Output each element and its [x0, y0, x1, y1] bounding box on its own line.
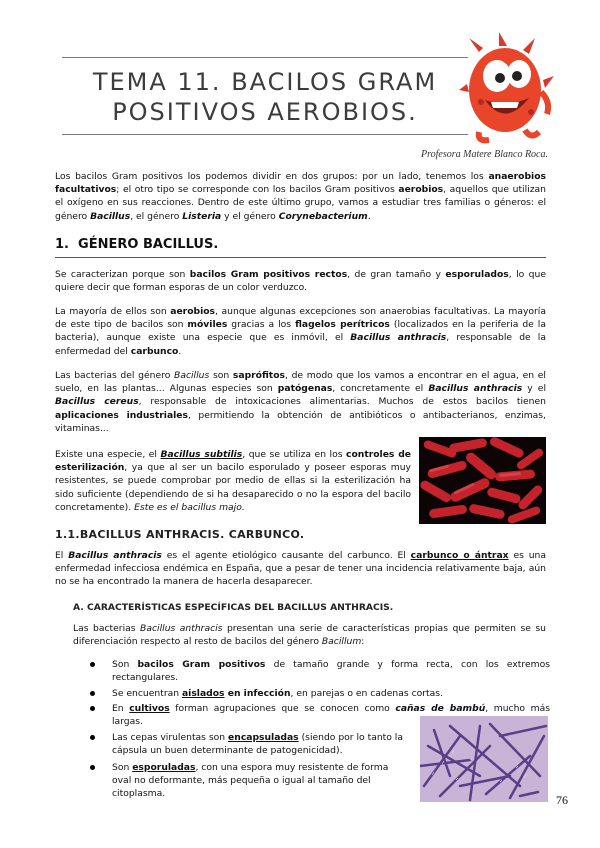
p2-text-3: gracias a los [227, 319, 296, 331]
b2-text-2: , en parejas o en cadenas cortas. [290, 688, 443, 699]
section-1-rule [55, 257, 546, 258]
intro-text-2: ; el otro tipo se corresponde con los bacilos Gram positivos [116, 184, 399, 196]
bacillus-subtilis-image [419, 437, 546, 524]
p2-text-6: . [178, 345, 182, 357]
b1-text-1: Son [112, 659, 138, 670]
genus-corynebacterium: Corynebacterium [278, 210, 368, 222]
bullet-icon [90, 735, 95, 740]
section-1-paragraph-2 [55, 305, 546, 358]
p3-text-3: , de modo que los vamos a encontrar en el agua, en el suelo, en las plantas... Algunas especies son [55, 370, 546, 395]
section-1-paragraph-1 [55, 268, 546, 294]
p3-text-1: Las bacterias del género [55, 370, 175, 381]
section-1-heading [55, 237, 218, 252]
p4-text-3: , ya que al ser un bacilo esporulado y poseer esporas muy resistentes, se puede comprobar por medio de ellas si la esterilización ha sido suficiente (dependiendo de si ha desaparecido o no la espora del bacilo concretamente). [55, 462, 411, 513]
subsection-a-heading: A. CARACTERÍSTICAS ESPECÍFICAS DEL BACILLUS ANTHRACIS. [73, 602, 394, 613]
section-1-paragraph-4 [55, 448, 411, 514]
p1-bold-2: esporulados [445, 269, 509, 280]
p4-text-2: , que se utiliza en los [242, 449, 347, 460]
bullet-icon [90, 765, 95, 770]
intro-text-4: , el género [130, 210, 183, 222]
bullet-icon [90, 662, 95, 667]
b3-canas: cañas de bambú [395, 703, 486, 714]
p3-saprofitos: saprófitos [232, 370, 285, 381]
p2-flagelos: flagelos perítricos [295, 319, 390, 331]
s11-anthracis: Bacillus anthracis [68, 550, 162, 561]
bullet-icon [90, 691, 95, 696]
section-1-title: GÉNERO BACILLUS. [78, 237, 219, 252]
section-1-number: 1. [55, 237, 69, 252]
intro-anaerobios: anaerobios facultativos [55, 171, 546, 196]
subsection-a-intro [73, 622, 546, 648]
b1-text-2: de tamaño grande y forma recta, con los extremos rectangulares. [112, 659, 550, 684]
page-number: 76 [556, 793, 568, 807]
p2-text-1: La mayoría de ellos son [55, 306, 171, 317]
title-bottom-rule [62, 134, 468, 135]
list-item [112, 761, 404, 801]
genus-listeria: Listeria [182, 210, 222, 222]
b3-cultivos: cultivos [129, 703, 170, 714]
p4-subtilis: Bacillus subtilis [160, 449, 243, 460]
section-1-1-heading: 1.1.BACILLUS ANTHRACIS. CARBUNCO. [55, 528, 305, 541]
section-1-paragraph-3 [55, 369, 546, 435]
b1-bold: bacilos Gram positivos [137, 659, 266, 670]
p2-text-5: , responsable de la enfermedad del [55, 332, 546, 357]
genus-bacillus: Bacillus [90, 210, 131, 222]
p1-text: Se caracterizan porque son [55, 269, 190, 280]
p3-bacillus: Bacillus [174, 370, 210, 381]
intro-text-6: . [367, 210, 371, 222]
p2-text-4: (localizados en la periferia de la bacteria), aunque existe una especie que es inmóvil, el [55, 319, 546, 344]
intro-text-3: , aquellos que utilizan el oxígeno en sus reacciones. Dentro de este último grupo, vamos a estudiar tres familias o géneros: el género [55, 184, 546, 222]
p2-moviles: móviles [187, 319, 228, 331]
p1-text-3: , lo que quiere decir que forman esporas de un color verduzco. [55, 269, 546, 294]
p1-bold-1: bacilos Gram positivos rectos [189, 269, 348, 280]
p3-aplicaciones: aplicaciones industriales [55, 409, 188, 421]
intro-paragraph [55, 170, 546, 223]
b4-text-2: (siendo por lo tanto la cápsula un buen determinante de patogenicidad). [112, 732, 403, 757]
intro-aerobios: aerobios [398, 184, 444, 196]
s11-text-2: es el agente etiológico causante del carbunco. El [161, 550, 411, 561]
sa-bacillum: Bacillum [321, 636, 362, 648]
section-1-1-paragraph [55, 549, 546, 589]
p3-patogenas: patógenas [277, 383, 333, 395]
b3-text-2: forman agrupaciones que se conocen como [169, 703, 396, 714]
b5-esporuladas: esporuladas [132, 762, 196, 773]
list-item [112, 731, 404, 757]
p4-controles: controles de esterilización [55, 449, 411, 474]
p3-cereus: Bacillus cereus [55, 396, 139, 408]
sa-text-3: : [361, 636, 365, 648]
s11-text-3: es una enfermedad infecciosa endémica en España, que a pesar de tener una incidencia relativamente baja, aún no se ha encontrado la manera de hacerla desaparecer. [55, 550, 546, 588]
p3-text-7: , permitiendo la obtención de antibióticos o antibacterianos, enzimas, vitaminas... [55, 409, 546, 434]
b5-text-2: , con una espora muy resistente de forma oval no deformante, más pequeña o igual al tamaño del citoplasma. [112, 762, 389, 800]
b4-encapsuladas: encapsuladas [228, 732, 299, 743]
p3-text-2: son [209, 370, 233, 381]
b5-text-1: Son [112, 762, 133, 773]
p2-anthracis: Bacillus anthracis [350, 332, 447, 344]
p4-text-1: Existe una especie, el [55, 449, 161, 460]
title-top-rule [62, 57, 468, 58]
intro-text-1: Los bacilos Gram positivos los podemos dividir en dos grupos: por un lado, tenemos los [55, 171, 489, 182]
p4-majo: Este es el bacillus majo. [134, 501, 245, 513]
b2-text-1: Se encuentran [112, 688, 182, 699]
list-item [112, 687, 550, 700]
b3-text-3: , mucho más largas. [112, 703, 550, 728]
bullet-icon [90, 706, 95, 711]
p2-text-2: , aunque algunas excepciones son anaerobias facultativas. La mayoría de este tipo de bacilos son [55, 306, 546, 331]
sa-anthracis: Bacillus anthracis [140, 623, 223, 634]
b4-text-1: Las cepas virulentas son [112, 732, 229, 743]
b3-text-1: En [112, 703, 130, 714]
p3-text-6: , responsable de intoxicaciones alimentarias. Muchos de estos bacilos tienen [138, 396, 546, 408]
page-title-line-2: POSITIVOS AEROBIOS. [112, 98, 418, 126]
cartoon-bacterium-mascot-icon [459, 32, 554, 144]
p1-text-2: , de gran tamaño y [347, 269, 446, 280]
intro-text-5: y el género [221, 210, 279, 222]
p3-text-4: , concretamente el [332, 383, 429, 395]
b2-infeccion: en infección [224, 688, 291, 699]
page-title-line-1: TEMA 11. BACILOS GRAM [92, 68, 438, 96]
p3-anthracis: Bacillus anthracis [428, 383, 523, 395]
p2-aerobios: aerobios [170, 306, 216, 317]
list-item [112, 658, 550, 684]
bacillus-anthracis-micrograph-image [420, 716, 548, 802]
sa-text-2: presentan una serie de características propias que permiten se su diferenciación respecto al resto de bacilos del género [73, 623, 546, 648]
s11-carbunco: carbunco o ántrax [410, 550, 509, 561]
p3-text-5: y el [522, 383, 547, 395]
sa-text-1: Las bacterias [73, 623, 141, 634]
s11-text-1: El [55, 550, 69, 561]
p2-carbunco: carbunco [130, 345, 179, 357]
b2-aislados: aislados [181, 688, 225, 699]
author-credit: Profesora Matere Blanco Roca. [420, 149, 548, 160]
